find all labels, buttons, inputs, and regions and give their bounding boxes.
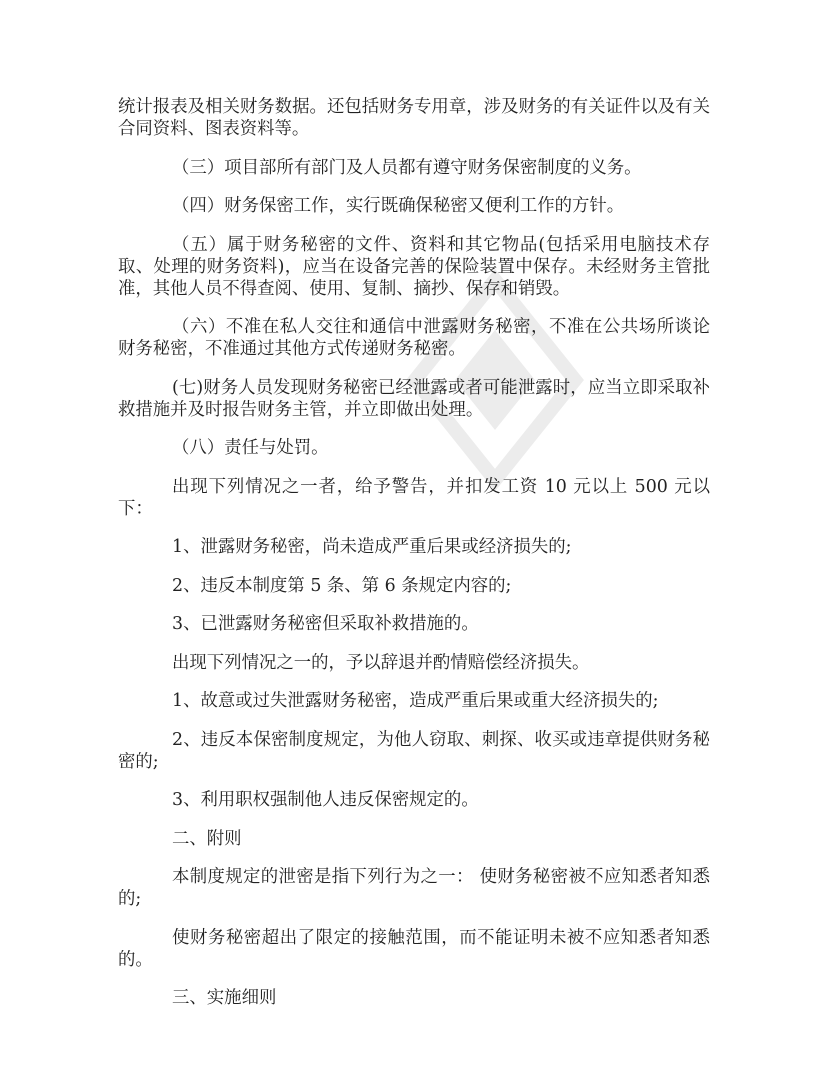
- document-page: [118, 96, 710, 1026]
- section-heading-appendix: 二、附则: [172, 828, 242, 849]
- paragraph-14: 3、利用职权强制他人违反保密规定的。: [172, 790, 479, 810]
- paragraph-9: 2、违反本制度第 5 条、第 6 条规定内容的;: [172, 575, 512, 596]
- paragraph-2: （四）财务保密工作，实行既确保秘密又便利工作的方针。: [172, 196, 625, 216]
- paragraph-8: 1、泄露财务秘密，尚未造成严重后果或经济损失的;: [172, 537, 572, 557]
- paragraph-17: 使财务秘密超出了限定的接触范围，而不能证明未被不应知悉者知悉的。: [118, 927, 710, 970]
- paragraph-12: 1、故意或过失泄露财务秘密，造成严重后果或重大经济损失的;: [172, 691, 659, 711]
- paragraph-6: （八）责任与处罚。: [172, 438, 329, 458]
- paragraph-0: 统计报表及相关财务数据。还包括财务专用章，涉及财务的有关证件以及有关合同资料、图表资料等。: [118, 97, 710, 139]
- paragraph-13: 2、违反本保密制度规定，为他人窃取、刺探、收买或违章提供财务秘密的;: [118, 729, 710, 772]
- paragraph-1: （三）项目部所有部门及人员都有遵守财务保密制度的义务。: [172, 157, 642, 178]
- paragraph-16: 本制度规定的泄密是指下列行为之一： 使财务秘密被不应知悉者知悉的;: [118, 867, 710, 909]
- paragraph-10: 3、已泄露财务秘密但采取补救措施的。: [172, 614, 479, 634]
- paragraph-11: 出现下列情况之一的，予以辞退并酌情赔偿经济损失。: [172, 652, 590, 673]
- paragraph-4: （六）不准在私人交往和通信中泄露财务秘密，不准在公共场所谈论财务秘密，不准通过其他方式传递财务秘密。: [118, 317, 710, 359]
- paragraph-3: （五）属于财务秘密的文件、资料和其它物品(包括采用电脑技术存取、处理的财务资料)，应当在设备完善的保险装置中保存。未经财务主管批准，其他人员不得查阅、使用、复制、摘抄、保存和销毁。: [118, 234, 710, 299]
- paragraph-7: 出现下列情况之一者，给予警告，并扣发工资 10 元以上 500 元以下：: [118, 476, 710, 519]
- section-heading-implementation: 三、实施细则: [172, 988, 277, 1008]
- paragraph-5: (七)财务人员发现财务秘密已经泄露或者可能泄露时，应当立即采取补救措施并及时报告财务主管，并立即做出处理。: [118, 377, 710, 420]
